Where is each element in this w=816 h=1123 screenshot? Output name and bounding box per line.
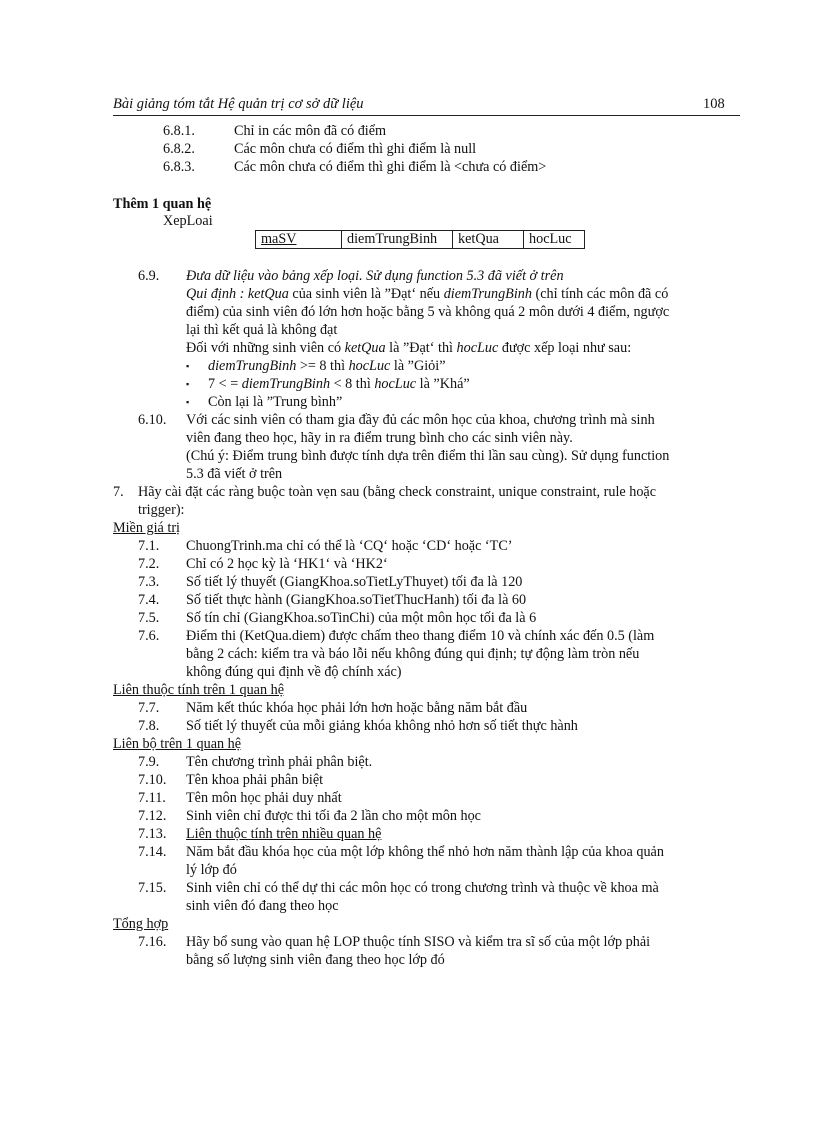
- item-text-line: Sinh viên chỉ được thi tối đa 2 lần cho một môn học: [186, 808, 481, 824]
- item-number: 7.10.: [138, 772, 167, 788]
- item-text-line: Liên thuộc tính trên nhiều quan hệ: [186, 826, 382, 842]
- page-number: 108: [703, 96, 725, 112]
- item-text-line: ChuongTrinh.ma chỉ có thể là ‘CQ‘ hoặc ‘CD‘ hoặc ‘TC’: [186, 538, 513, 554]
- item-text-line: lý lớp đó: [186, 862, 237, 878]
- item-number: 7.6.: [138, 628, 160, 644]
- page-header-title: Bài giảng tóm tắt Hệ quản trị cơ sở dữ liệu: [113, 96, 364, 112]
- item-text-line: Điểm thi (KetQua.diem) được chấm theo thang điểm 10 và chính xác đến 0.5 (làm: [186, 628, 655, 644]
- add-relation-heading: Thêm 1 quan hệ: [113, 196, 212, 212]
- table-cell: hocLuc: [524, 231, 585, 249]
- list-item-text: Các môn chưa có điểm thì ghi điểm là <chưa có điểm>: [234, 159, 547, 175]
- table-cell: maSV: [256, 231, 342, 249]
- item-text-line: Số tín chỉ (GiangKhoa.soTinChi) của một môn học tối đa là 6: [186, 610, 537, 626]
- table-row: [256, 231, 585, 249]
- rule-line: lại thì kết quả là không đạt: [186, 322, 338, 338]
- rule-line: Qui định : ketQua của sinh viên là ”Đạt‘ nếu diemTrungBinh (chỉ tính các môn đã có: [186, 286, 669, 302]
- item-number: 7.8.: [138, 718, 160, 734]
- item-text-line: bằng 2 cách: kiểm tra và báo lỗi nếu không đúng qui định; tự động làm tròn nếu: [186, 646, 640, 662]
- list-item-text: Chỉ in các môn đã có điểm: [234, 123, 387, 139]
- bullet-icon: ▪: [186, 361, 190, 371]
- list-item-text: Các môn chưa có điểm thì ghi điểm là null: [234, 141, 477, 157]
- table-cell: ketQua: [453, 231, 524, 249]
- item-number: 7.12.: [138, 808, 167, 824]
- section-heading: Liên thuộc tính trên 1 quan hệ: [113, 682, 284, 698]
- item-text-line: 5.3 đã viết ở trên: [186, 466, 283, 482]
- item-number: 7.16.: [138, 934, 167, 950]
- item-number: 7.9.: [138, 754, 160, 770]
- item-text-line: không đúng qui định về độ chính xác): [186, 664, 402, 680]
- item-text-line: Chỉ có 2 học kỳ là ‘HK1‘ và ‘HK2‘: [186, 556, 388, 572]
- item-number: 7.: [113, 484, 124, 500]
- bullet-item: ▪ 7 < = diemTrungBinh < 8 thì hocLuc là ”Khá”: [186, 376, 470, 392]
- item-title: Đưa dữ liệu vào bảng xếp loại. Sử dụng function 5.3 đã viết ở trên: [186, 268, 564, 284]
- item-number: 7.15.: [138, 880, 167, 896]
- item-number: 7.2.: [138, 556, 160, 572]
- list-item-num: 6.8.1.: [163, 123, 195, 139]
- item-text-line: Hãy bổ sung vào quan hệ LOP thuộc tính SISO và kiểm tra sĩ số của một lớp phải: [186, 934, 651, 950]
- item-text-line: Số tiết lý thuyết (GiangKhoa.soTietLyThuyet) tối đa là 120: [186, 574, 523, 590]
- item-text-line: bằng số lượng sinh viên đang theo học lớp đó: [186, 952, 445, 968]
- item-text-line: Tên chương trình phải phân biệt.: [186, 754, 373, 770]
- relation-name: XepLoai: [163, 213, 213, 229]
- item-text-line: Hãy cài đặt các ràng buộc toàn vẹn sau (bằng check constraint, unique constraint, rule hoặc: [138, 484, 657, 500]
- list-item-num: 6.8.3.: [163, 159, 195, 175]
- item-number: 7.3.: [138, 574, 160, 590]
- item-number: 7.1.: [138, 538, 160, 554]
- relation-schema-table: [255, 230, 585, 249]
- item-text-line: Tên môn học phải duy nhất: [186, 790, 342, 806]
- table-cell: diemTrungBinh: [342, 231, 453, 249]
- header-divider: [113, 115, 740, 116]
- rule-line: Đối với những sinh viên có ketQua là ”Đạt‘ thì hocLuc được xếp loại như sau:: [186, 340, 632, 356]
- item-number: 7.14.: [138, 844, 167, 860]
- item-text-line: Năm bắt đầu khóa học của một lớp không thể nhỏ hơn năm thành lập của khoa quản: [186, 844, 664, 860]
- item-text-line: Số tiết lý thuyết của mỗi giảng khóa không nhỏ hơn số tiết thực hành: [186, 718, 578, 734]
- item-number: 7.13.: [138, 826, 167, 842]
- item-number: 7.7.: [138, 700, 160, 716]
- item-number: 7.4.: [138, 592, 160, 608]
- item-text-line: Năm kết thúc khóa học phải lớn hơn hoặc bằng năm bắt đầu: [186, 700, 528, 716]
- section-heading: Miền giá trị: [113, 520, 180, 536]
- section-heading: Liên bộ trên 1 quan hệ: [113, 736, 242, 752]
- section-heading: Tổng hợp: [113, 916, 169, 932]
- item-text-line: sinh viên đó đang theo học: [186, 898, 339, 914]
- bullet-icon: ▪: [186, 379, 190, 389]
- bullet-icon: ▪: [186, 397, 190, 407]
- item-text-line: Tên khoa phải phân biệt: [186, 772, 324, 788]
- item-text-line: trigger):: [138, 502, 185, 518]
- item-text-line: Sinh viên chỉ có thể dự thi các môn học có trong chương trình và thuộc về khoa mà: [186, 880, 659, 896]
- item-text-line: Số tiết thực hành (GiangKhoa.soTietThucHanh) tối đa là 60: [186, 592, 527, 608]
- item-number: 6.9.: [138, 268, 160, 284]
- item-text-line: viên đang theo học, hãy in ra điểm trung bình cho các sinh viên này.: [186, 430, 573, 446]
- bullet-item: ▪ diemTrungBinh >= 8 thì hocLuc là ”Giỏi”: [186, 358, 446, 374]
- item-text-line: Với các sinh viên có tham gia đầy đủ các môn học của khoa, chương trình mà sinh: [186, 412, 655, 428]
- list-item-num: 6.8.2.: [163, 141, 195, 157]
- item-text-line: (Chú ý: Điểm trung bình được tính dựa trên điểm thi lần sau cùng). Sử dụng function: [186, 448, 670, 464]
- rule-line: điểm) của sinh viên đó lớn hơn hoặc bằng 5 và không quá 2 môn dưới 4 điểm, ngược: [186, 304, 670, 320]
- item-number: 7.5.: [138, 610, 160, 626]
- item-number: 7.11.: [138, 790, 166, 806]
- bullet-item: ▪ Còn lại là ”Trung bình”: [186, 394, 343, 410]
- item-number: 6.10.: [138, 412, 167, 428]
